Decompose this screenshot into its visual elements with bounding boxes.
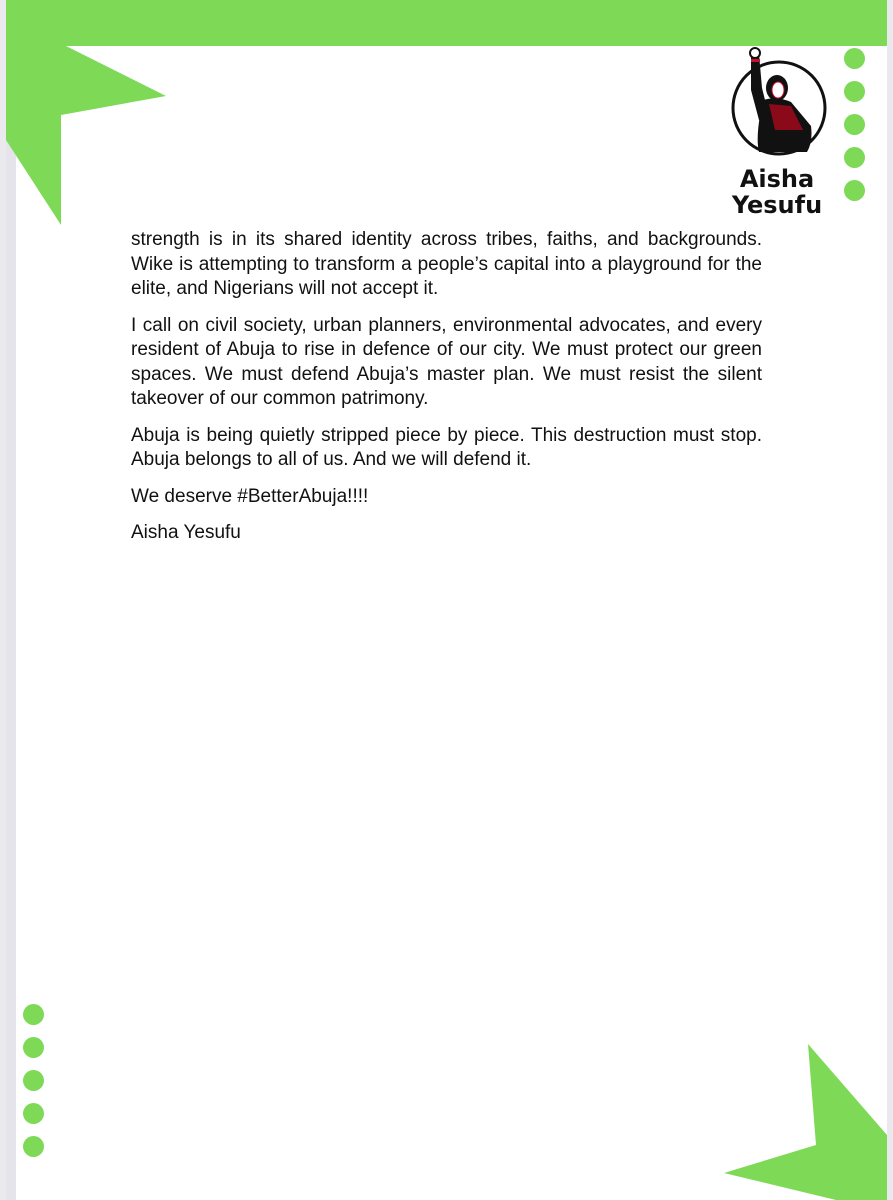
decorative-dot: [844, 114, 865, 135]
letter-paragraph-2: I call on civil society, urban planners, environmental advocates, and every resident of Abuja to rise in defence of our city. We must protect our green spaces. We must defend Abuja’s master plan. We must resist the silent takeover of our common patrimony.: [131, 314, 762, 409]
top-right-dot-column: [844, 48, 865, 201]
decorative-dot: [23, 1136, 44, 1157]
letterhead-page: [6, 0, 887, 1200]
letter-body: [131, 228, 762, 558]
decorative-dot: [23, 1103, 44, 1124]
decorative-dot: [844, 147, 865, 168]
raised-fist-silhouette-icon: [729, 46, 829, 162]
decorative-dot: [844, 48, 865, 69]
aisha-yesufu-logo: [725, 46, 829, 224]
logo-last-name: Yesufu: [731, 191, 823, 219]
decorative-dot: [23, 1070, 44, 1091]
letter-signature: Aisha Yesufu: [131, 522, 241, 543]
decorative-dot: [23, 1037, 44, 1058]
decorative-dot: [844, 81, 865, 102]
letter-paragraph-4: We deserve #BetterAbuja!!!!: [131, 485, 369, 507]
letter-paragraph-3: Abuja is being quietly stripped piece by piece. This destruction must stop. Abuja belongs to all of us. And we will defend it.: [131, 424, 762, 470]
decorative-dot: [23, 1004, 44, 1025]
top-left-triangle-decoration: [6, 40, 176, 230]
letter-paragraph-1: strength is in its shared identity across tribes, faiths, and backgrounds. Wike is attempting to transform a people’s capital into a playground for the elite, and Nigerians will not accept it.: [131, 229, 762, 299]
decorative-dot: [844, 180, 865, 201]
bottom-right-triangle-decoration: [716, 1040, 887, 1200]
bottom-left-dot-column: [23, 1004, 44, 1157]
logo-first-name: Aisha: [739, 165, 815, 193]
